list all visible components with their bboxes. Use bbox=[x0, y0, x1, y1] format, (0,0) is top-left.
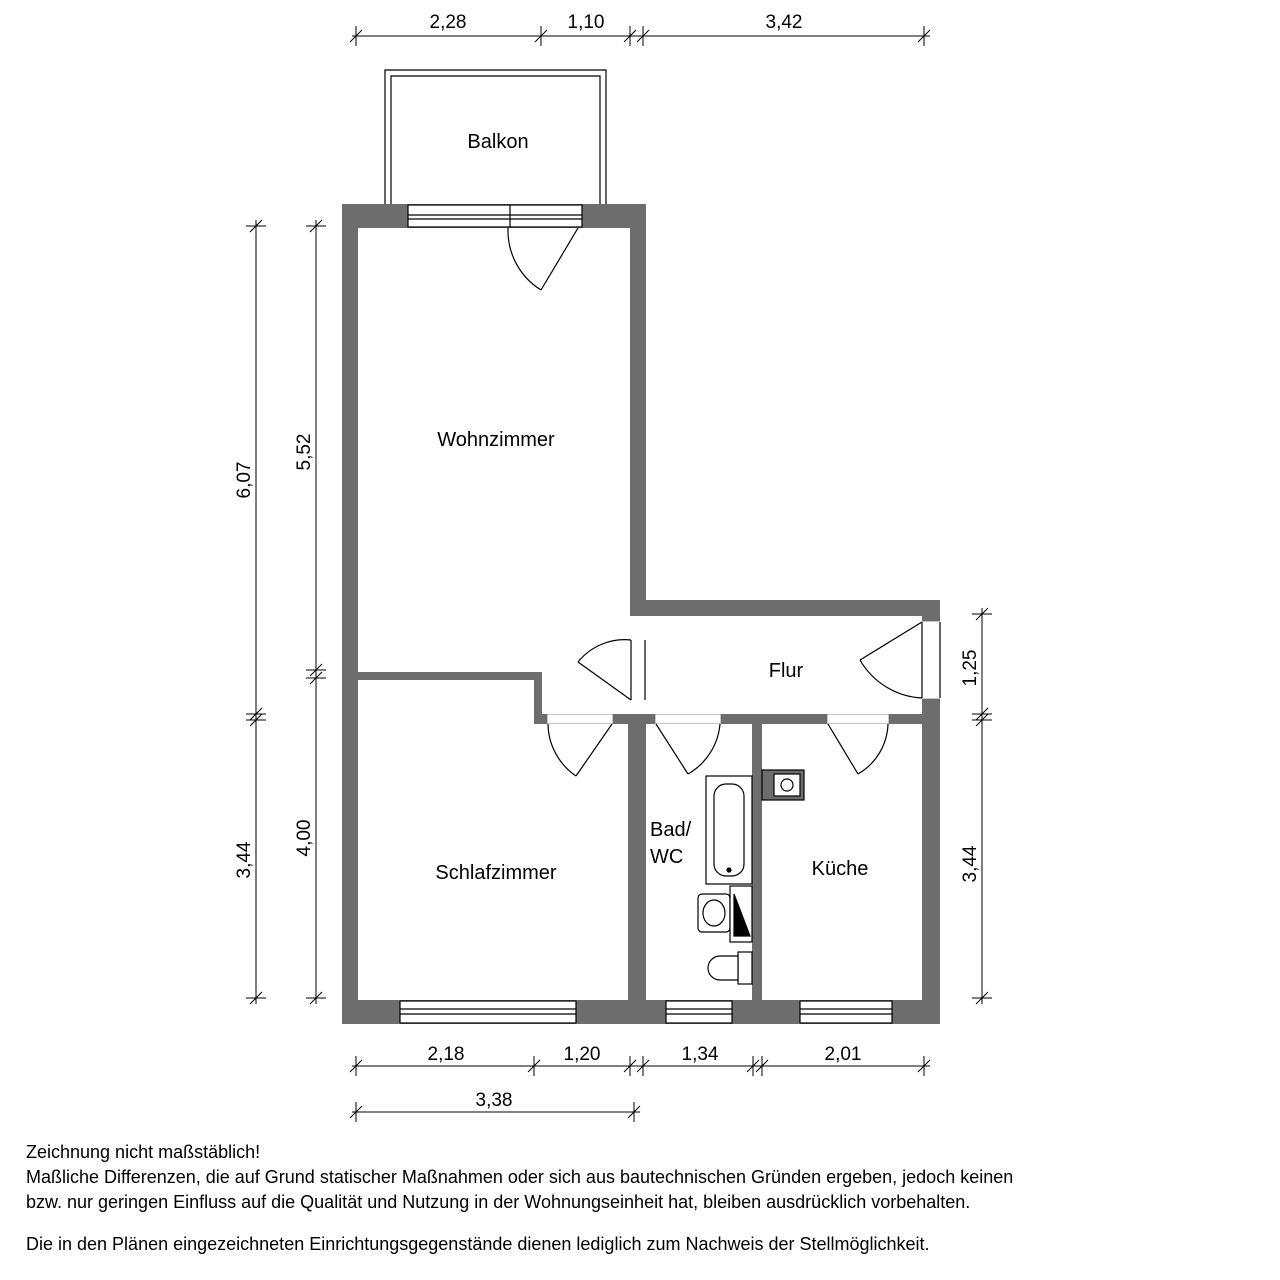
dim-right-1: 1,25 bbox=[960, 649, 981, 687]
dim-bottom-2: 1,20 bbox=[563, 1044, 601, 1065]
wall-flur-top bbox=[630, 600, 940, 616]
wall-bad-kueche bbox=[752, 714, 762, 1002]
room-label-kueche: Küche bbox=[811, 858, 869, 880]
dim-left-outer-2: 3,44 bbox=[234, 841, 255, 879]
shaft bbox=[730, 886, 752, 942]
dim-right-2: 3,44 bbox=[960, 845, 981, 883]
room-label-bad-line1: Bad/ bbox=[650, 819, 692, 841]
dim-top-1: 2,28 bbox=[429, 12, 467, 33]
wall-schlaf-bad bbox=[628, 714, 646, 1002]
room-label-balkon: Balkon bbox=[467, 131, 529, 153]
bathtub bbox=[706, 776, 752, 884]
room-label-bad-line2: WC bbox=[650, 846, 684, 868]
door-balkon bbox=[508, 228, 578, 290]
note-line-4: Die in den Plänen eingezeichneten Einrichtungsgegenstände dienen lediglich zum Nachweis der Stellmöglichkeit. bbox=[26, 1234, 930, 1254]
dim-bottom-1: 2,18 bbox=[427, 1044, 465, 1065]
wall-wohn-right bbox=[630, 204, 646, 616]
disclaimer-notes bbox=[26, 1140, 1266, 1257]
room-label-flur: Flur bbox=[768, 660, 804, 682]
dim-left-inner-2: 4,00 bbox=[294, 819, 315, 857]
dim-top-2: 1,10 bbox=[567, 12, 605, 33]
room-label-wohnzimmer: Wohnzimmer bbox=[437, 429, 555, 451]
window-bad bbox=[666, 1001, 732, 1023]
wall-notch bbox=[534, 672, 542, 720]
doors bbox=[508, 228, 941, 776]
dim-top-3: 3,42 bbox=[765, 12, 803, 33]
window-schlafzimmer bbox=[400, 1001, 576, 1023]
wall-left bbox=[342, 204, 358, 1024]
dim-left-inner-1: 5,52 bbox=[294, 433, 315, 471]
note-line-2: Maßliche Differenzen, die auf Grund statischer Maßnahmen oder sich aus bautechnischen Gründen ergeben, jedoch keinen bbox=[26, 1167, 1014, 1187]
door-schlafzimmer bbox=[548, 724, 612, 776]
dim-left-outer-1: 6,07 bbox=[234, 461, 255, 499]
door-wohnzimmer bbox=[578, 640, 631, 700]
door-bad bbox=[656, 724, 720, 774]
door-entry bbox=[860, 622, 922, 698]
toilet bbox=[708, 952, 752, 984]
dim-bottom-4: 2,01 bbox=[824, 1044, 862, 1065]
walls bbox=[342, 204, 940, 1024]
window-kueche bbox=[800, 1001, 892, 1023]
note-line-1: Zeichnung nicht maßstäblich! bbox=[26, 1142, 261, 1162]
room-label-schlafzimmer: Schlafzimmer bbox=[435, 862, 557, 884]
dim-bottom-3: 1,34 bbox=[681, 1044, 719, 1065]
kitchen-stove bbox=[762, 770, 804, 800]
fixtures bbox=[698, 770, 804, 984]
door-kueche bbox=[828, 724, 888, 774]
window-balkon bbox=[408, 205, 582, 227]
dim-bottom-total: 3,38 bbox=[475, 1090, 513, 1111]
note-line-3: bzw. nur geringen Einfluss auf die Qualität und Nutzung in der Wohnungseinheit hat, bleiben ausdrücklich vorbehalten. bbox=[26, 1192, 971, 1212]
washbasin bbox=[698, 894, 730, 932]
wall-wohn-schlaf bbox=[358, 672, 542, 680]
